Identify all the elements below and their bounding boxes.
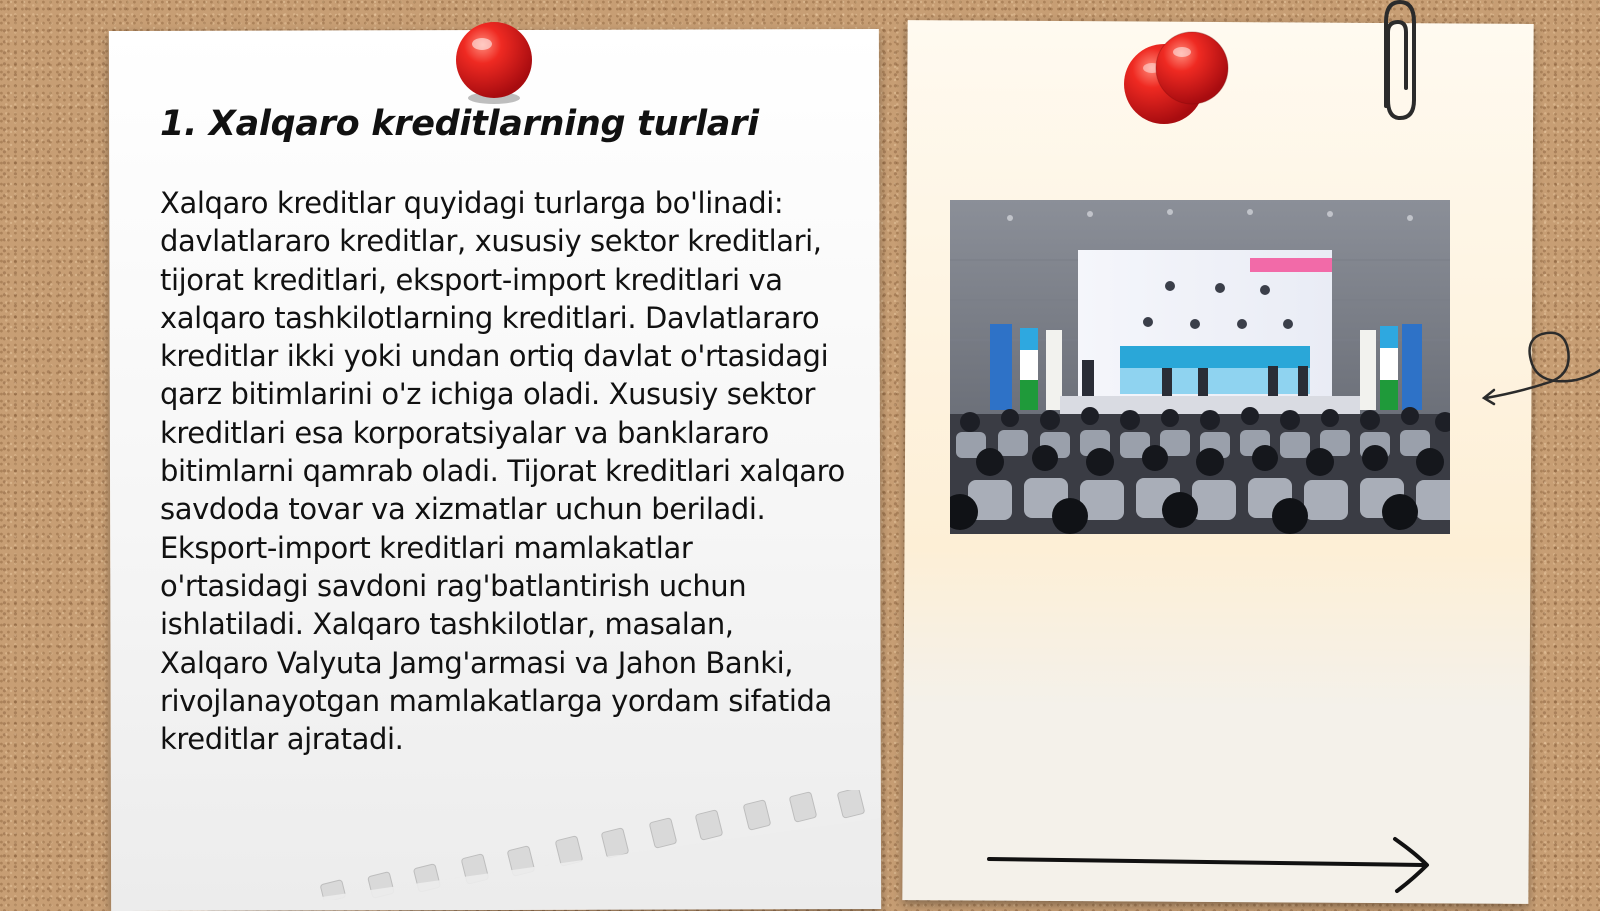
arrow-right-icon [985, 835, 1445, 895]
push-pin-icon [1120, 28, 1240, 138]
paperclip-icon [1372, 0, 1424, 126]
slide-title: 1. Xalqaro kreditlarning turlari [160, 104, 759, 144]
push-pin-icon [452, 18, 536, 106]
conference-photo [950, 200, 1450, 534]
curly-arrow-icon [1480, 310, 1600, 410]
torn-tabs-decoration [300, 790, 880, 900]
slide-body-text: Xalqaro kreditlar quyidagi turlarga bo'linadi: davlatlararo kreditlar, xususiy sektor kreditlari, tijorat kreditlari, eksport-import kreditlari va xalqaro tashkilotlarning kreditlari. Davlatlararo kreditlar ikki yoki undan ortiq davlat o'rtasidagi qarz bitimlarini o'z ichiga oladi. Xususiy sektor kreditlari esa korporatsiyalar va banklararo bitimlarni qamrab oladi. Tijorat kreditlari xalqaro savdoda tovar va xizmatlar uchun beriladi. Eksport-import kreditlari mamlakatlar o'rtasidagi savdoni rag'batlantirish uchun ishlatiladi. Xalqaro tashkilotlar, masalan, Xalqaro Valyuta Jamg'armasi va Jahon Banki, rivojlanayotgan mamlakatlarga yordam sifatida kreditlar ajratadi. [160, 186, 845, 757]
